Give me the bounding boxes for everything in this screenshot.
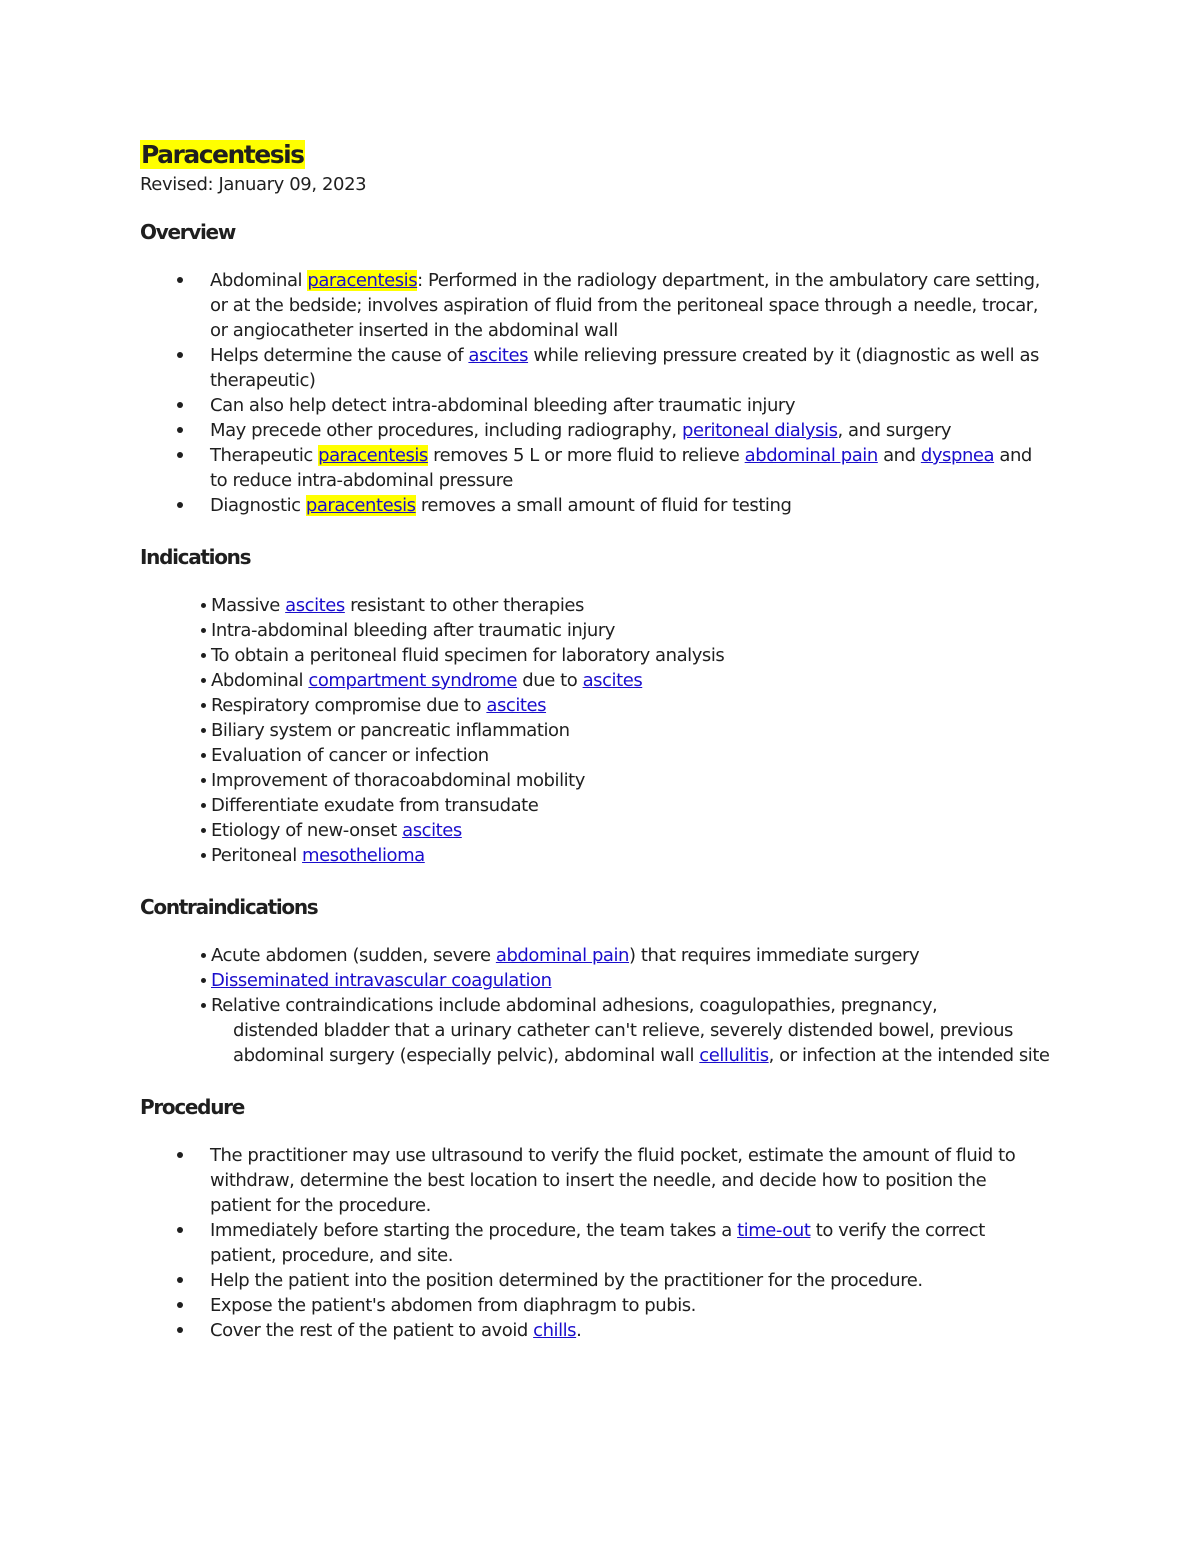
list-item-text: Abdominal xyxy=(210,270,308,291)
indications-list xyxy=(140,593,1080,868)
contraindications-section xyxy=(140,893,1080,1068)
list-item-text: Respiratory compromise due to xyxy=(211,695,487,716)
link-ascites[interactable]: ascites xyxy=(285,595,345,616)
list-item-text: Massive xyxy=(211,595,286,616)
list-item-text: distended bladder that a urinary catheter can't relieve, severely distended bowel, previous abdominal surgery (especially pelvic), abdominal wall xyxy=(233,1020,1013,1066)
procedure-section xyxy=(140,1093,1080,1343)
procedure-list xyxy=(140,1143,1080,1343)
list-item xyxy=(140,643,1061,668)
list-item xyxy=(140,843,1061,868)
list-item xyxy=(140,493,1040,518)
list-item xyxy=(140,743,1061,768)
list-item-text: Acute abdomen (sudden, severe xyxy=(211,945,496,966)
list-item xyxy=(140,993,1061,1068)
list-item xyxy=(140,393,1040,418)
link-cellulitis[interactable]: cellulitis xyxy=(699,1045,769,1066)
list-item-text: Help the patient into the position determined by the practitioner for the procedure. xyxy=(210,1270,923,1291)
link-time-out[interactable]: time-out xyxy=(737,1220,811,1241)
overview-section xyxy=(140,218,1080,518)
list-item-text: May precede other procedures, including radiography, xyxy=(210,420,682,441)
link-ascites[interactable]: ascites xyxy=(486,695,547,716)
list-item-text: Abdominal xyxy=(211,670,309,691)
overview-list xyxy=(140,268,1080,518)
list-item xyxy=(140,268,1040,343)
list-item xyxy=(140,793,1061,818)
list-item-text: Intra-abdominal bleeding after traumatic injury xyxy=(211,620,616,641)
list-item-text: Helps determine the cause of xyxy=(210,345,469,366)
list-item xyxy=(140,618,1061,643)
contraindications-list xyxy=(140,943,1080,1068)
list-item-text: Biliary system or pancreatic inflammation xyxy=(211,720,570,741)
list-item-text: Etiology of new-onset xyxy=(211,820,403,841)
list-item xyxy=(140,1318,1040,1343)
list-item-text: Evaluation of cancer or infection xyxy=(211,745,489,766)
list-item-text: Can also help detect intra-abdominal bleeding after traumatic injury xyxy=(210,395,796,416)
list-item xyxy=(140,1143,1040,1218)
list-item-text: To obtain a peritoneal fluid specimen for laboratory analysis xyxy=(211,645,725,666)
procedure-heading: Procedure xyxy=(140,1095,244,1119)
document-page xyxy=(140,138,1080,1343)
link-paracentesis[interactable]: paracentesis xyxy=(307,270,418,291)
list-item-text: removes a small amount of fluid for testing xyxy=(415,495,792,516)
link-ascites[interactable]: ascites xyxy=(402,820,462,841)
indications-heading: Indications xyxy=(140,545,251,569)
link-compartment-syndrome[interactable]: compartment syndrome xyxy=(308,670,518,691)
list-item xyxy=(140,343,1040,393)
link-abdominal-pain[interactable]: abdominal pain xyxy=(495,945,630,966)
list-item xyxy=(140,1293,1040,1318)
list-item-continuation xyxy=(211,1018,1061,1068)
list-item xyxy=(140,943,1061,968)
revised-date: Revised: January 09, 2023 xyxy=(140,174,367,195)
list-item xyxy=(140,768,1061,793)
indications-section xyxy=(140,543,1080,868)
list-item-text: : Performed in the radiology department, in the ambulatory care setting, or at the bedside; involves aspiration of fluid from the peritoneal space through a needle, trocar, or angiocatheter inserted in the abdominal wall xyxy=(210,270,1040,341)
link-paracentesis[interactable]: paracentesis xyxy=(305,495,416,516)
list-item xyxy=(140,693,1061,718)
list-item xyxy=(140,818,1061,843)
list-item xyxy=(140,418,1040,443)
overview-heading: Overview xyxy=(140,220,236,244)
list-item-text: Improvement of thoracoabdominal mobility xyxy=(211,770,585,791)
list-item-text: Cover the rest of the patient to avoid xyxy=(210,1320,534,1341)
list-item-text: . xyxy=(576,1320,582,1341)
list-item-text: and to reduce intra-abdominal pressure xyxy=(210,445,1032,491)
list-item xyxy=(140,593,1061,618)
link-ascites[interactable]: ascites xyxy=(468,345,529,366)
list-item-text: The practitioner may use ultrasound to verify the fluid pocket, estimate the amount of fluid to withdraw, determine the best location to insert the needle, and decide how to position the patient for the procedure. xyxy=(210,1145,1016,1216)
list-item xyxy=(140,968,1061,993)
link-abdominal-pain[interactable]: abdominal pain xyxy=(744,445,878,466)
list-item-text: Relative contraindications include abdominal adhesions, coagulopathies, pregnancy, xyxy=(211,995,938,1016)
list-item-text: Expose the patient's abdomen from diaphragm to pubis. xyxy=(210,1295,696,1316)
list-item-text: Therapeutic xyxy=(210,445,319,466)
link-chills[interactable]: chills xyxy=(533,1320,577,1341)
list-item xyxy=(140,668,1061,693)
list-item-text: Differentiate exudate from transudate xyxy=(211,795,539,816)
link-disseminated-intravascular-coagulation[interactable]: Disseminated intravascular coagulation xyxy=(211,970,552,991)
list-item-text: Peritoneal xyxy=(211,845,303,866)
list-item-text: resistant to other therapies xyxy=(344,595,584,616)
link-ascites[interactable]: ascites xyxy=(582,670,643,691)
list-item-text: Immediately before starting the procedure, the team takes a xyxy=(210,1220,738,1241)
link-mesothelioma[interactable]: mesothelioma xyxy=(302,845,425,866)
link-peritoneal-dialysis[interactable]: peritoneal dialysis xyxy=(681,420,838,441)
list-item-text: ) that requires immediate surgery xyxy=(629,945,920,966)
list-item-text: , or infection at the intended site xyxy=(768,1045,1050,1066)
contraindications-heading: Contraindications xyxy=(140,895,318,919)
list-item-text: and xyxy=(877,445,921,466)
link-dyspnea[interactable]: dyspnea xyxy=(920,445,995,466)
list-item-text: Diagnostic xyxy=(210,495,306,516)
list-item xyxy=(140,718,1061,743)
page-title xyxy=(140,138,1080,172)
list-item xyxy=(140,1218,1040,1268)
list-item-text: , and surgery xyxy=(837,420,952,441)
list-item-text: to verify the correct patient, procedure, and site. xyxy=(210,1220,985,1266)
list-item-text: removes 5 L or more fluid to relieve xyxy=(427,445,745,466)
list-item-text: due to xyxy=(517,670,583,691)
page-title-text: Paracentesis xyxy=(141,140,304,169)
list-item xyxy=(140,443,1040,493)
list-item xyxy=(140,1268,1040,1293)
link-paracentesis[interactable]: paracentesis xyxy=(318,445,428,466)
list-item-text: while relieving pressure created by it (diagnostic as well as therapeutic) xyxy=(210,345,1039,391)
